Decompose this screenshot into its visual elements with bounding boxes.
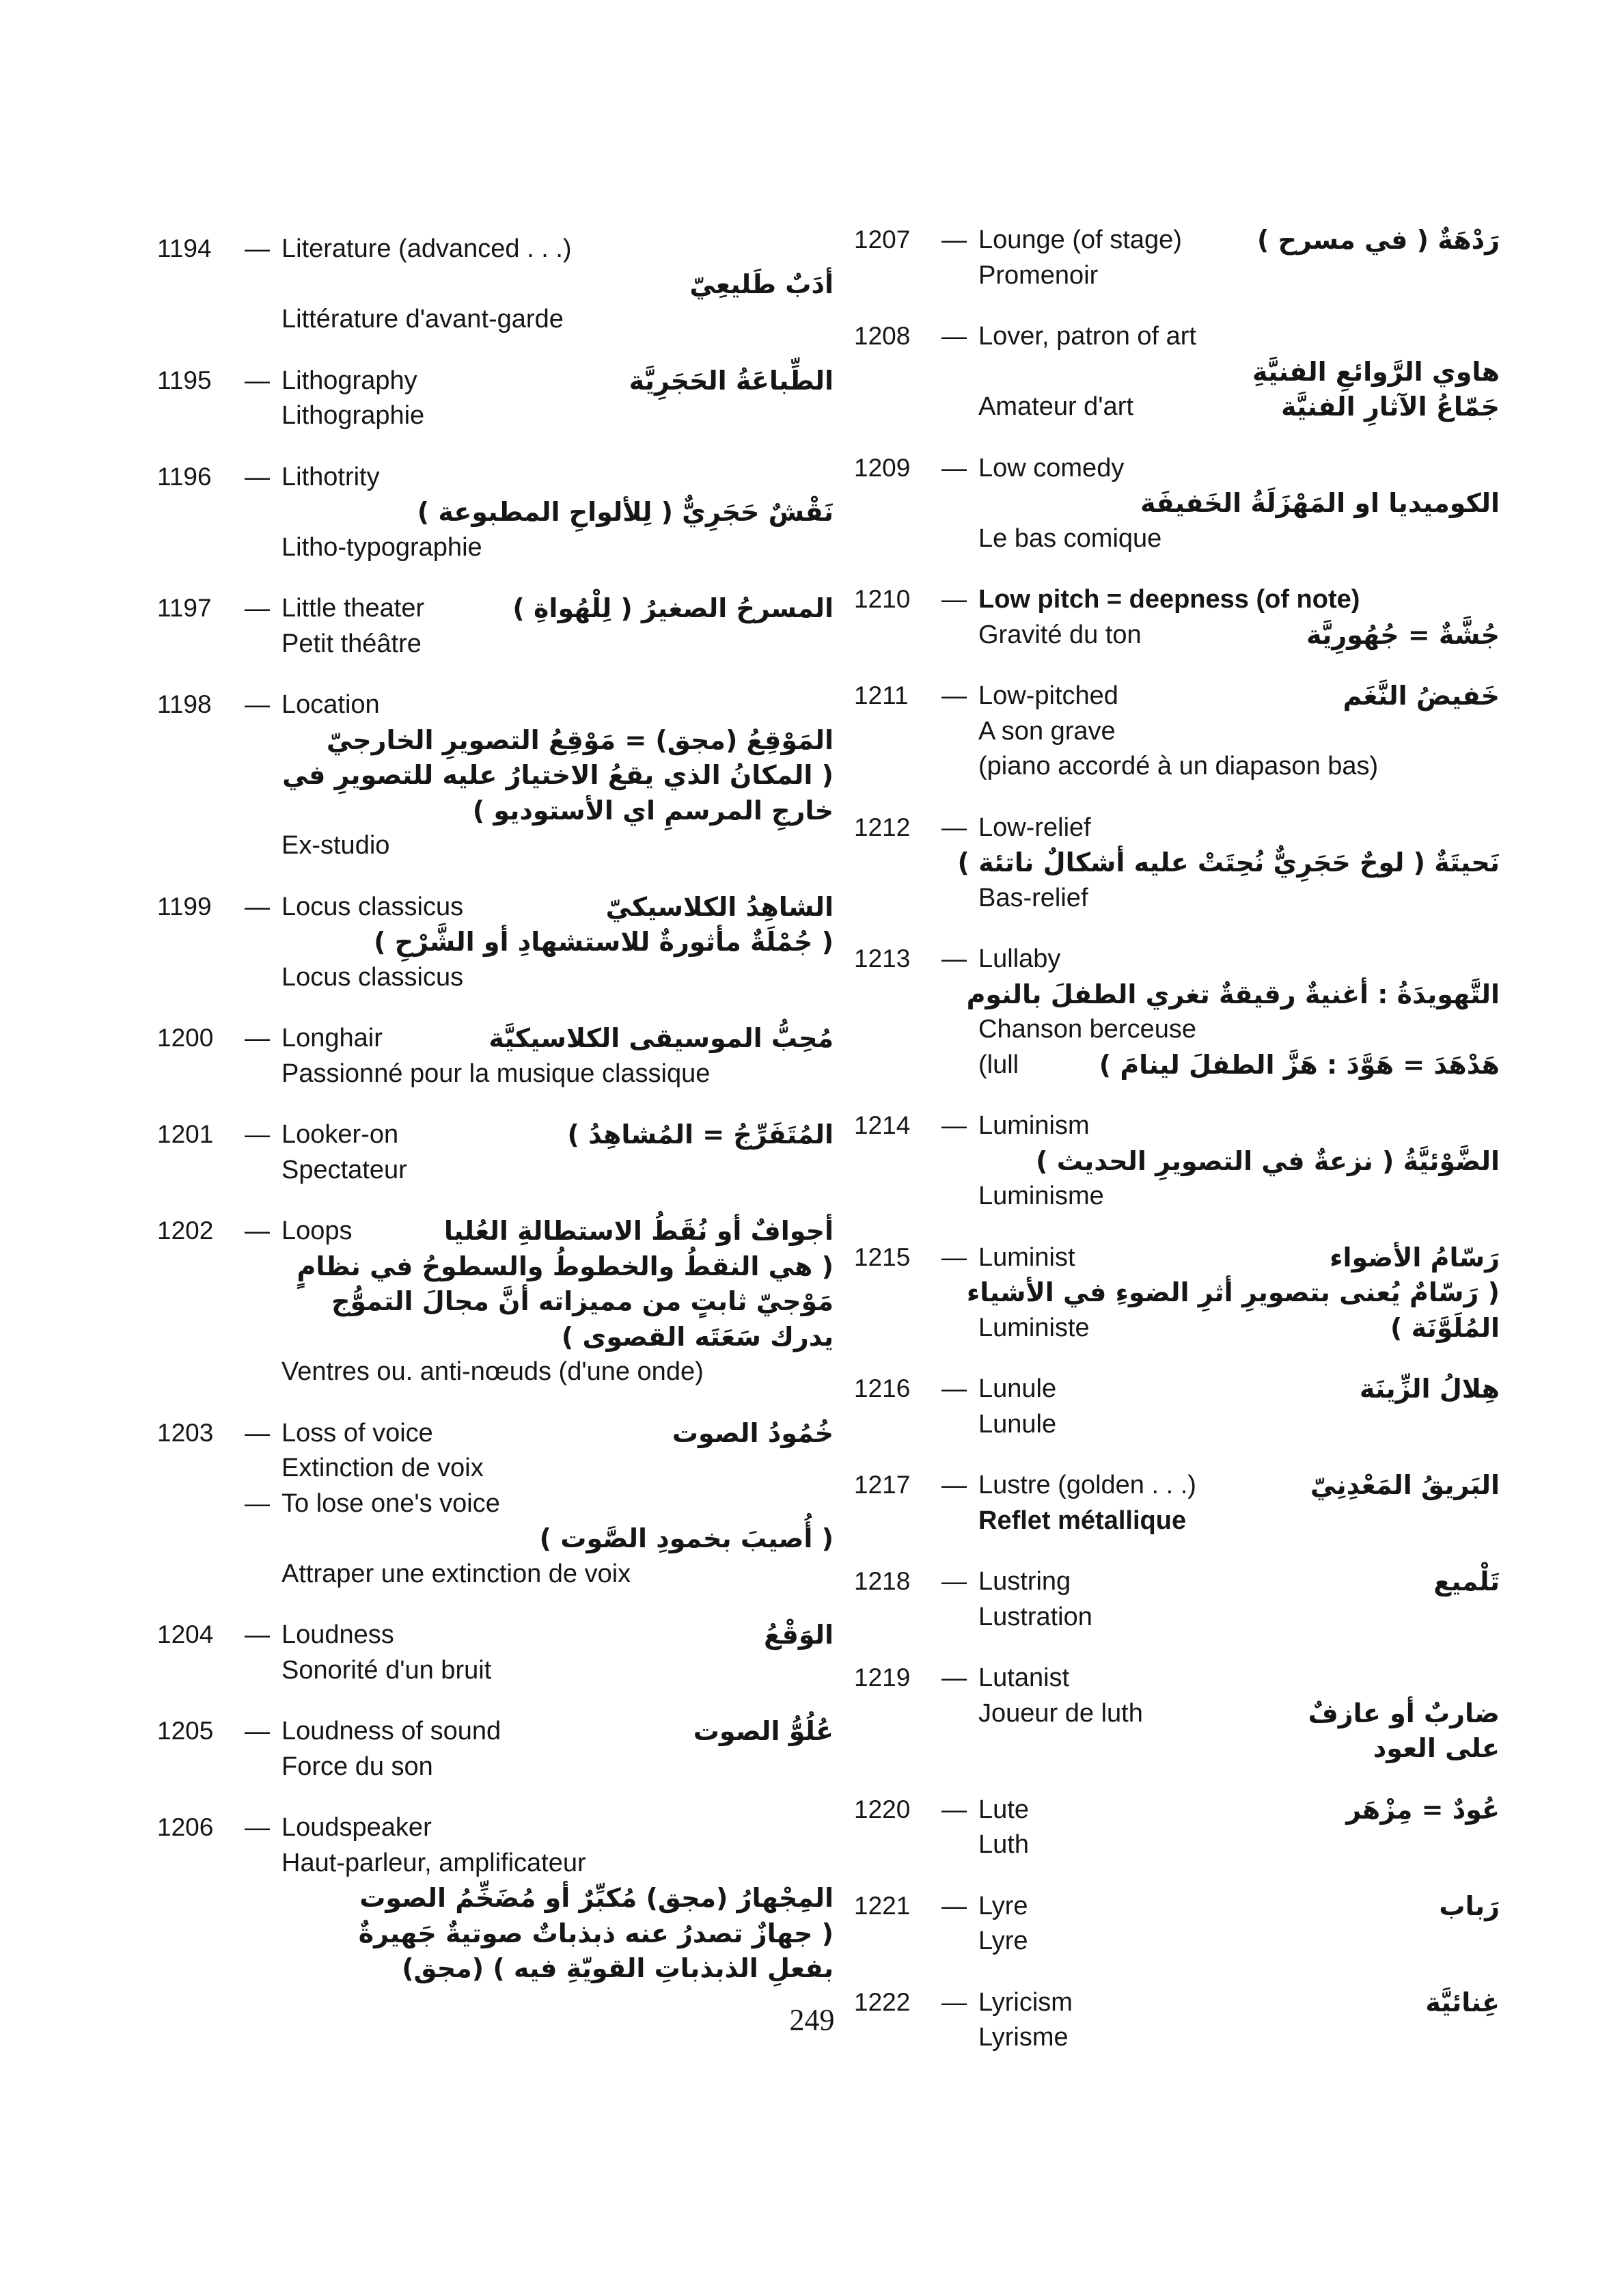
entry-dash: — xyxy=(245,1813,270,1841)
arabic-definition: هَدْهَدَ = هَوَّدَ : هَزَّ الطفلَ لينامَ ) xyxy=(1099,1049,1500,1080)
entry-term: Little theater xyxy=(281,594,425,623)
entry-dash: — xyxy=(941,585,967,613)
entry-line xyxy=(854,1792,1500,1830)
arabic-definition: الشاهِدُ الكلاسيكيّ xyxy=(605,891,834,922)
entry-translation: Ventres ou. anti-nœuds (d'une onde) xyxy=(281,1357,704,1386)
entry-line xyxy=(854,450,1500,489)
entry-line xyxy=(854,582,1500,620)
arabic-definition: يدرك سَعَتَه القصوى ) xyxy=(561,1321,834,1352)
arabic-definition: تَلْميع xyxy=(1433,1566,1500,1596)
entry-number: 1201 xyxy=(157,1120,214,1148)
entry-line xyxy=(854,389,1500,427)
arabic-definition: نَقْشٌ حَجَرِيٌّ ( لِلألواحِ المطبوعة ) xyxy=(417,497,834,527)
entry-dash: — xyxy=(245,1488,270,1517)
entry-number: 1215 xyxy=(854,1242,911,1271)
entry-number: 1204 xyxy=(157,1620,214,1648)
entry-term: Loudness of sound xyxy=(281,1717,501,1745)
arabic-definition: بفعلِ الذبذباتِ القويّةِ فيه ) (مجق) xyxy=(402,1953,834,1983)
arabic-definition: أدَبٌ طَليعِيّ xyxy=(689,269,834,299)
entry-dash: — xyxy=(941,1795,967,1823)
entry-term: Longhair xyxy=(281,1024,383,1052)
entry-dash: — xyxy=(245,1120,270,1148)
entry-dash: — xyxy=(245,1418,270,1447)
entry-number: 1194 xyxy=(157,234,212,262)
entry-line xyxy=(854,1923,1500,1961)
entry-translation: Lustration xyxy=(978,1602,1092,1631)
entry-translation: Joueur de luth xyxy=(978,1698,1143,1728)
entry-line xyxy=(157,398,834,436)
entry-line xyxy=(157,1749,834,1787)
entry-number: 1200 xyxy=(157,1024,214,1052)
entry-translation: Reflet métallique xyxy=(978,1506,1187,1535)
entry-line xyxy=(854,810,1500,848)
arabic-definition: المَوْقِعُ (مجق) = مَوْقِعُ التصويرِ الخارجيّ xyxy=(326,724,834,755)
entry-dash: — xyxy=(941,1987,967,2016)
entry-line xyxy=(157,1415,834,1454)
entry-translation: A son grave xyxy=(978,716,1116,746)
entry-line xyxy=(157,1810,834,1848)
entry-translation: Lyrisme xyxy=(978,2023,1069,2052)
entry-line xyxy=(854,713,1500,752)
entry-line xyxy=(854,1660,1500,1698)
arabic-definition: غِنائيَّة xyxy=(1425,1987,1500,2017)
entry-dash: — xyxy=(941,1471,967,1499)
entry-dash: — xyxy=(941,1891,967,1920)
entry-dash: — xyxy=(245,1216,270,1245)
entry-translation: Spectateur xyxy=(281,1155,407,1184)
entry-translation: Luminisme xyxy=(978,1182,1104,1210)
arabic-definition: الطِّباعَةُ الحَجَرِيَّة xyxy=(629,365,834,396)
entry-term: Loudspeaker xyxy=(281,1813,432,1842)
entry-translation: Gravité du ton xyxy=(978,620,1142,649)
entry-dash: — xyxy=(941,1374,967,1402)
entry-translation: Petit théâtre xyxy=(281,629,422,658)
entry-dash: — xyxy=(941,1111,967,1139)
arabic-definition: نَحيتَةٌ ( لوحٌ حَجَرِيٌّ نُحِتَتْ عليه أشكالٌ ناتئة ) xyxy=(957,847,1500,878)
entry-translation: Le bas comique xyxy=(978,524,1162,553)
entry-line xyxy=(157,590,834,629)
arabic-definition: البَريقُ المَعْدِنِيّ xyxy=(1310,1470,1500,1500)
arabic-definition: ( أُصيبَ بخمودِ الصَّوت ) xyxy=(539,1523,834,1553)
entry-line xyxy=(854,258,1500,296)
entry-line xyxy=(854,1406,1500,1445)
entry-term: Low pitch = deepness (of note) xyxy=(978,585,1360,614)
entry-translation: Chanson berceuse xyxy=(978,1015,1196,1044)
entry-number: 1209 xyxy=(854,453,911,482)
entry-line xyxy=(854,1275,1500,1313)
entry-number: 1217 xyxy=(854,1471,911,1499)
entry-term: Low-relief xyxy=(978,813,1091,842)
entry-line xyxy=(854,1730,1500,1769)
entry-translation: To lose one's voice xyxy=(281,1488,500,1518)
entry-line xyxy=(157,1354,834,1392)
entry-dash: — xyxy=(245,366,270,394)
entry-line xyxy=(854,1240,1500,1278)
entry-line xyxy=(157,889,834,927)
arabic-definition: ( جُمْلَةٌ مأثورةٌ للاستشهادِ أو الشَّرْحِ ) xyxy=(374,927,834,957)
entry-number: 1221 xyxy=(854,1891,911,1920)
entry-number: 1196 xyxy=(157,462,212,491)
entry-dash: — xyxy=(941,226,967,254)
entry-line xyxy=(157,626,834,664)
entry-number: 1219 xyxy=(854,1663,911,1691)
entry-number: 1208 xyxy=(854,322,911,350)
arabic-definition: ( هي النقطُ والخطوطُ والسطوحُ في نظامٍ xyxy=(297,1251,834,1281)
entry-number: 1220 xyxy=(854,1795,911,1823)
entry-line xyxy=(854,318,1500,357)
entry-line xyxy=(157,1950,834,1989)
arabic-definition: هِلالُ الزِّينَة xyxy=(1359,1374,1500,1404)
entry-translation: (lull xyxy=(978,1050,1019,1079)
entry-line xyxy=(854,880,1500,919)
arabic-definition: المسرحُ الصغيرُ ( لِلْهُواةِ ) xyxy=(512,593,834,623)
entry-line xyxy=(157,1617,834,1655)
entry-line xyxy=(854,1310,1500,1348)
entry-number: 1210 xyxy=(854,585,911,613)
arabic-definition: جَمّاعُ الآثارِ الفنيَّة xyxy=(1281,392,1500,422)
entry-term: Lounge (of stage) xyxy=(978,226,1182,254)
entry-line xyxy=(157,267,834,305)
entry-term: Lustre (golden . . .) xyxy=(978,1471,1196,1499)
entry-line xyxy=(854,521,1500,559)
entry-line xyxy=(157,459,834,498)
entry-dash: — xyxy=(245,1024,270,1052)
entry-line xyxy=(157,1653,834,1691)
entry-line xyxy=(854,1467,1500,1506)
entry-term: Lullaby xyxy=(978,944,1061,973)
entry-term: Lyricism xyxy=(978,1987,1073,2017)
entry-translation: Sonorité d'un bruit xyxy=(281,1655,492,1685)
entry-term: Locus classicus xyxy=(281,892,464,921)
entry-line xyxy=(157,1249,834,1287)
entry-dash: — xyxy=(245,1717,270,1745)
entry-number: 1195 xyxy=(157,366,212,394)
entry-line xyxy=(157,1916,834,1954)
entry-term: Low comedy xyxy=(978,453,1125,482)
entry-line xyxy=(157,1020,834,1059)
entry-line xyxy=(854,617,1500,655)
entry-translation: Litho-typographie xyxy=(281,532,482,562)
entry-translation: Ex-studio xyxy=(281,831,390,860)
entry-translation: Passionné pour la musique classique xyxy=(281,1059,711,1088)
entry-line xyxy=(157,530,834,568)
entry-line xyxy=(157,231,834,269)
entry-number: 1198 xyxy=(157,690,212,718)
entry-number: 1197 xyxy=(157,594,212,622)
entry-line xyxy=(157,828,834,866)
entry-line xyxy=(854,1696,1500,1734)
entry-translation: Luth xyxy=(978,1830,1029,1859)
entry-translation: Promenoir xyxy=(978,260,1099,290)
arabic-definition: المِجْهارُ (مجق) مُكبِّرٌ أو مُضَخِّمُ الصوت xyxy=(359,1883,834,1913)
entry-number: 1203 xyxy=(157,1418,214,1447)
entry-number: 1222 xyxy=(854,1987,911,2016)
entry-translation: (piano accordé à un diapason bas) xyxy=(978,752,1379,780)
entry-translation: Lithographie xyxy=(281,401,425,430)
entry-number: 1214 xyxy=(854,1111,911,1139)
entry-line xyxy=(157,494,834,532)
arabic-definition: الوَقْعُ xyxy=(764,1620,834,1650)
entry-line xyxy=(157,1117,834,1155)
entry-translation: Force du son xyxy=(281,1752,433,1781)
entry-term: Lute xyxy=(978,1795,1029,1824)
entry-line xyxy=(854,1178,1500,1216)
arabic-definition: رَباب xyxy=(1439,1890,1500,1921)
entry-dash: — xyxy=(941,1663,967,1691)
entry-number: 1199 xyxy=(157,892,212,921)
entry-number: 1213 xyxy=(854,944,911,973)
entry-line xyxy=(157,687,834,725)
entry-term: Looker-on xyxy=(281,1120,399,1149)
entry-line xyxy=(157,1521,834,1559)
entry-term: Lutanist xyxy=(978,1663,1070,1692)
entry-dash: — xyxy=(941,322,967,350)
entry-number: 1211 xyxy=(854,681,909,709)
entry-number: 1206 xyxy=(157,1813,214,1841)
entry-line xyxy=(157,1152,834,1191)
entry-number: 1202 xyxy=(157,1216,214,1245)
entry-line xyxy=(157,301,834,340)
entry-line xyxy=(157,924,834,962)
entry-line xyxy=(157,1450,834,1488)
entry-line xyxy=(157,1845,834,1884)
entry-dash: — xyxy=(245,690,270,718)
entry-number: 1205 xyxy=(157,1717,214,1745)
entry-dash: — xyxy=(245,234,270,262)
entry-line xyxy=(157,1213,834,1251)
entry-line xyxy=(157,960,834,998)
entry-number: 1212 xyxy=(854,813,911,841)
entry-line xyxy=(854,1143,1500,1182)
entry-line xyxy=(854,1888,1500,1927)
entry-line xyxy=(157,1880,834,1918)
entry-term: Literature (advanced . . .) xyxy=(281,234,572,263)
entry-term: Location xyxy=(281,690,380,719)
entry-line xyxy=(157,757,834,796)
entry-term: Lustring xyxy=(978,1567,1071,1596)
arabic-definition: عُلُوُّ الصوت xyxy=(693,1716,834,1746)
entry-line xyxy=(157,1713,834,1752)
entry-line xyxy=(854,748,1500,787)
entry-dash: — xyxy=(245,462,270,491)
entry-term: Low-pitched xyxy=(978,681,1118,710)
arabic-definition: خارجِ المرسمِ اي الأستوديو ) xyxy=(472,795,834,826)
entry-number: 1218 xyxy=(854,1567,911,1595)
entry-line xyxy=(854,941,1500,979)
arabic-definition: هاوي الرَّوائعِ الفنيَّةِ xyxy=(1252,356,1500,387)
arabic-definition: المُلَوَّنَة ) xyxy=(1390,1312,1500,1343)
entry-term: Loops xyxy=(281,1216,353,1245)
arabic-definition: الكوميديا او المَهْزَلَةُ الخَفيفَة xyxy=(1140,488,1500,518)
entry-dash: — xyxy=(941,944,967,973)
entry-line xyxy=(854,1503,1500,1541)
entry-line xyxy=(854,678,1500,716)
arabic-definition: ( جهازٌ تصدرُ عنه ذبذباتٌ صوتيةٌ جَهيرةٌ xyxy=(358,1918,834,1948)
entry-term: Luminism xyxy=(978,1111,1090,1140)
entry-line xyxy=(157,363,834,401)
entry-line xyxy=(854,1047,1500,1085)
arabic-definition: رَدْهَةٌ ( في مسرح ) xyxy=(1257,225,1500,255)
entry-translation: Extinction de voix xyxy=(281,1454,484,1482)
arabic-definition: الضَّوْئيَّةُ ( نزعةٌ في التصويرِ الحديث ) xyxy=(1036,1145,1500,1176)
entry-line xyxy=(854,1011,1500,1050)
entry-term: Lover, patron of art xyxy=(978,322,1196,351)
arabic-definition: على العود xyxy=(1373,1733,1500,1763)
arabic-definition: عُودٌ = مِزْهَر xyxy=(1346,1794,1500,1825)
entry-line xyxy=(157,793,834,831)
entry-translation: Locus classicus xyxy=(281,962,464,992)
arabic-definition: التَّهويدَةُ : أغنيةٌ رقيقةٌ تغري الطفلَ بالنوم xyxy=(966,979,1500,1009)
entry-term: Lyre xyxy=(978,1891,1028,1920)
entry-number: 1207 xyxy=(854,226,911,254)
entry-dash: — xyxy=(245,594,270,622)
entry-term: Luminist xyxy=(978,1242,1075,1272)
entry-line xyxy=(854,977,1500,1015)
entry-term: Loudness xyxy=(281,1620,394,1649)
entry-translation: Amateur d'art xyxy=(978,392,1133,421)
arabic-definition: مَوْجيّ ثابتٍ من مميزاته أنَّ مجالَ التموُّج xyxy=(331,1286,834,1316)
arabic-definition: جُشَّةٌ = جُهُورِيَّة xyxy=(1306,619,1500,650)
entry-line xyxy=(157,1319,834,1357)
entry-translation: Haut-parleur, amplificateur xyxy=(281,1848,586,1877)
entry-line xyxy=(157,1486,834,1524)
entry-translation: Luministe xyxy=(978,1313,1090,1342)
arabic-definition: رَسّامُ الأضواء xyxy=(1330,1242,1500,1273)
entry-line xyxy=(157,1556,834,1594)
entry-dash: — xyxy=(941,1242,967,1271)
arabic-definition: خَفيضُ النَّغَم xyxy=(1343,681,1500,711)
entry-line xyxy=(157,1283,834,1322)
entry-term: Loss of voice xyxy=(281,1418,433,1447)
arabic-definition: ضاربٌ أو عازفٌ xyxy=(1308,1698,1500,1728)
arabic-definition: ( رَسّامٌ يُعنى بتصويرِ أثرِ الضوءِ في الأشياء xyxy=(966,1277,1500,1307)
arabic-definition: المُتَفَرِّجُ = المُشاهِدُ ) xyxy=(567,1119,834,1150)
entry-translation: Lunule xyxy=(978,1409,1057,1439)
entry-term: Lithography xyxy=(281,366,417,395)
arabic-definition: أجوافٌ أو نُقَطُ الاستطالةِ العُليا xyxy=(443,1216,834,1246)
arabic-definition: ( المكانُ الذي يقعُ الاختيارُ عليه للتصويرِ في xyxy=(282,760,834,790)
entry-number: 1216 xyxy=(854,1374,911,1402)
entry-dash: — xyxy=(941,681,967,709)
entry-line xyxy=(854,1599,1500,1637)
entry-line xyxy=(854,1827,1500,1865)
arabic-definition: مُحِبُّ الموسيقى الكلاسيكيَّة xyxy=(488,1023,834,1053)
entry-term: Lithotrity xyxy=(281,462,380,491)
entry-dash: — xyxy=(941,453,967,482)
entry-dash: — xyxy=(941,813,967,841)
entry-term: Lunule xyxy=(978,1374,1057,1403)
entry-line xyxy=(854,1564,1500,1602)
entry-line xyxy=(854,1371,1500,1409)
entry-line xyxy=(157,1056,834,1094)
entry-line xyxy=(157,722,834,761)
entry-line xyxy=(854,485,1500,524)
entry-line xyxy=(854,222,1500,260)
arabic-definition: خُمُودُ الصوت xyxy=(672,1417,834,1448)
entry-translation: Littérature d'avant-garde xyxy=(281,305,564,334)
entry-dash: — xyxy=(245,892,270,921)
entry-translation: Lyre xyxy=(978,1927,1028,1955)
entry-line xyxy=(854,1108,1500,1146)
entry-translation: Attraper une extinction de voix xyxy=(281,1559,631,1588)
entry-translation: Bas-relief xyxy=(978,883,1088,912)
entry-line xyxy=(854,354,1500,392)
entry-line xyxy=(854,845,1500,883)
entry-dash: — xyxy=(941,1567,967,1595)
entry-dash: — xyxy=(245,1620,270,1648)
page-number: 249 xyxy=(789,2003,835,2037)
